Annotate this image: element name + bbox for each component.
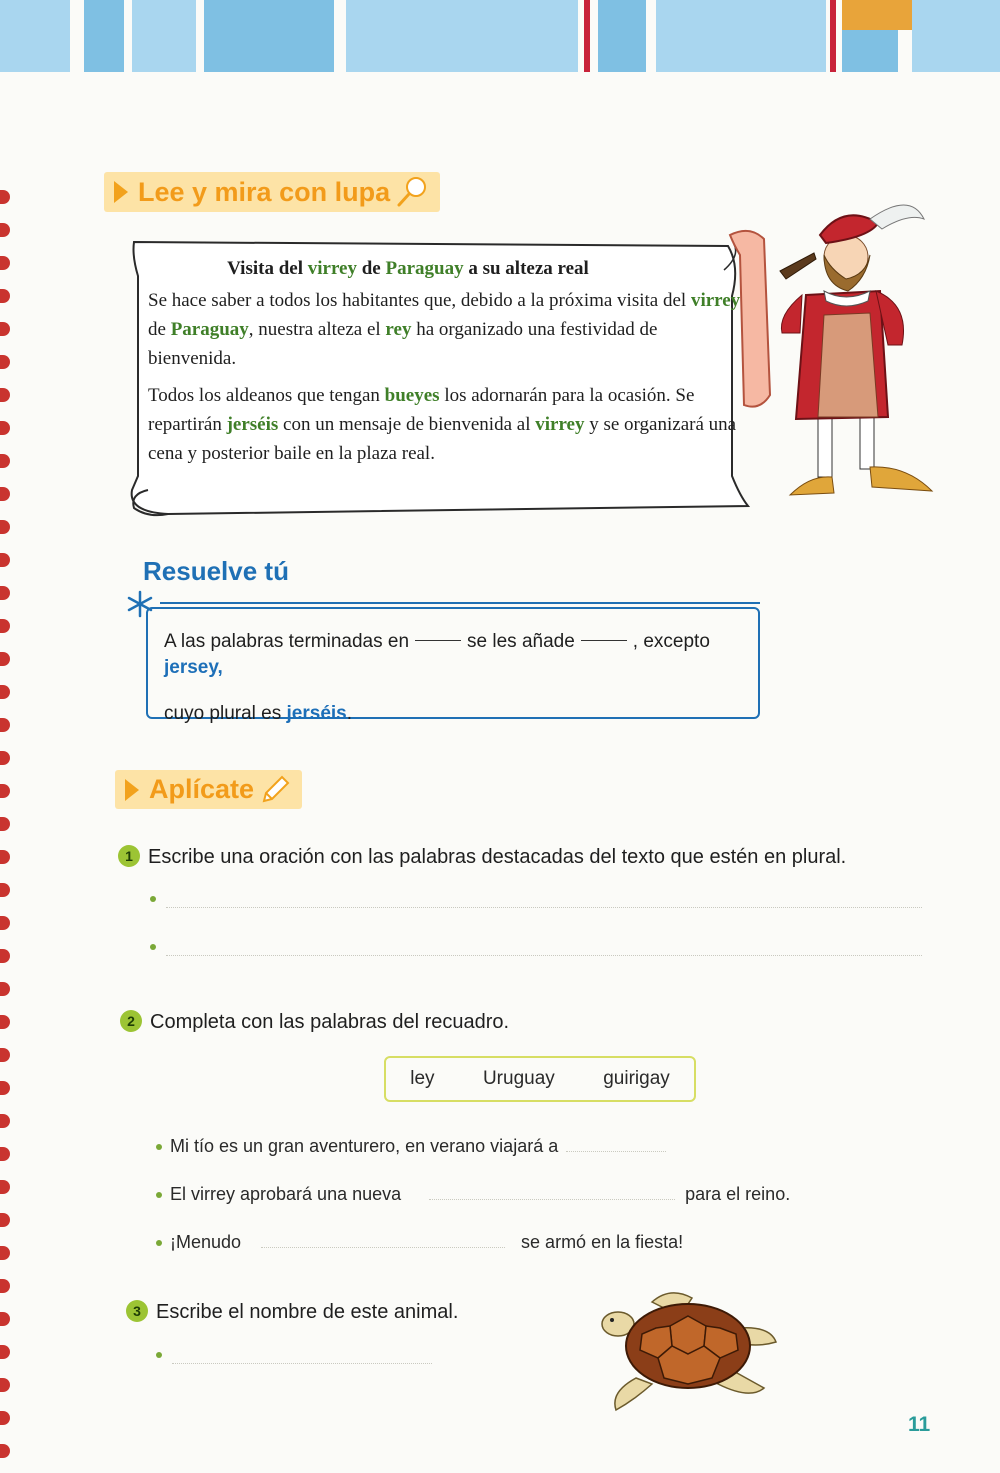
spiral-ring [0,1213,10,1227]
question-1-text: Escribe una oración con las palabras destacadas del texto que estén en plural. [148,846,847,868]
sentence-1: Mi tío es un gran aventurero, en verano viajará a [156,1136,674,1157]
sentence-2-blank[interactable] [429,1198,675,1200]
spiral-ring [0,1279,10,1293]
spiral-ring [0,883,10,897]
turtle-illustration [600,1288,780,1418]
word-ley: ley [410,1068,435,1089]
word-box [384,1056,696,1102]
rule-blank-1[interactable] [415,640,461,641]
answer-line-3[interactable] [156,1352,432,1364]
notice-paragraph-1: Se hace saber a todos los habitantes que, debido a la próxima visita del virrey de Paraguay, nuestra alteza el rey ha organizado una festividad de bienvenida. [148,290,741,369]
spiral-ring [0,289,10,303]
pencil-icon [260,775,290,805]
section-lee-tag [104,172,440,212]
question-2-text: Completa con las palabras del recuadro. [150,1011,510,1033]
question-2 [120,1010,509,1034]
rule-box [146,607,760,724]
spiral-ring [0,949,10,963]
answer-line-1b[interactable] [150,944,922,956]
word-uruguay: Uruguay [482,1068,555,1089]
spiral-ring [0,421,10,435]
spiral-ring [0,817,10,831]
spiral-ring [0,1378,10,1392]
spiral-ring [0,454,10,468]
spiral-ring [0,223,10,237]
spiral-ring [0,1114,10,1128]
spiral-ring [0,553,10,567]
question-3-number: 3 [126,1300,148,1322]
spiral-ring [0,619,10,633]
section-aplicate-tag [115,770,302,809]
spiral-ring [0,718,10,732]
top-banner [0,0,1000,80]
spiral-ring [0,784,10,798]
spiral-ring [0,190,10,204]
sentence-3-blank[interactable] [261,1246,505,1248]
page-number: 11 [908,1413,931,1436]
spiral-ring [0,1081,10,1095]
spiral-ring [0,685,10,699]
question-1-number: 1 [118,845,140,867]
rule-divider [160,602,760,604]
spiral-ring [0,1246,10,1260]
spiral-ring [0,355,10,369]
rule-blank-2[interactable] [581,640,627,641]
notice-title: Visita del virrey de Paraguay a su alteza real [227,258,589,279]
spiral-ring [0,751,10,765]
resuelve-title: Resuelve tú [143,556,289,586]
spiral-ring [0,1147,10,1161]
spiral-ring [0,1180,10,1194]
spiral-ring [0,1048,10,1062]
question-3 [126,1300,458,1324]
rule-line-2: cuyo plural es jerséis. [164,703,353,724]
spiral-ring [0,1444,10,1458]
notice-body [148,286,748,476]
spiral-ring [0,850,10,864]
spiral-ring [0,916,10,930]
section-lee-label: Lee y mira con lupa [138,176,391,207]
spiral-ring [0,322,10,336]
spiral-ring [0,652,10,666]
spiral-ring [0,1411,10,1425]
spiral-ring [0,388,10,402]
spiral-ring [0,520,10,534]
sentence-3: ¡Menudo se armó en la fiesta! [156,1232,683,1253]
spiral-ring [0,1312,10,1326]
question-1 [118,845,846,869]
rule-line-1: A las palabras terminadas en se les añade , excepto jersey, [164,631,710,678]
spiral-binding [0,190,14,1473]
spiral-ring [0,586,10,600]
notice-paragraph-2: Todos los aldeanos que tengan bueyes los adornarán para la ocasión. Se repartirán jerséis con un mensaje de bienvenida al virrey y se organizará una cena y posterior baile en la plaza real. [148,385,737,464]
spiral-ring [0,1345,10,1359]
spiral-ring [0,982,10,996]
sentence-2: El virrey aprobará una nueva para el reino. [156,1184,790,1205]
magnifier-icon [396,176,428,208]
spiral-ring [0,1015,10,1029]
question-2-number: 2 [120,1010,142,1032]
sentence-1-blank[interactable] [566,1150,666,1152]
answer-line-1a[interactable] [150,896,922,908]
section-aplicate-label: Aplícate [149,774,255,804]
spiral-ring [0,256,10,270]
word-guirigay: guirigay [603,1068,670,1089]
herald-illustration [720,195,950,515]
notice-scroll [128,236,754,516]
spiral-ring [0,487,10,501]
question-3-text: Escribe el nombre de este animal. [156,1301,459,1323]
